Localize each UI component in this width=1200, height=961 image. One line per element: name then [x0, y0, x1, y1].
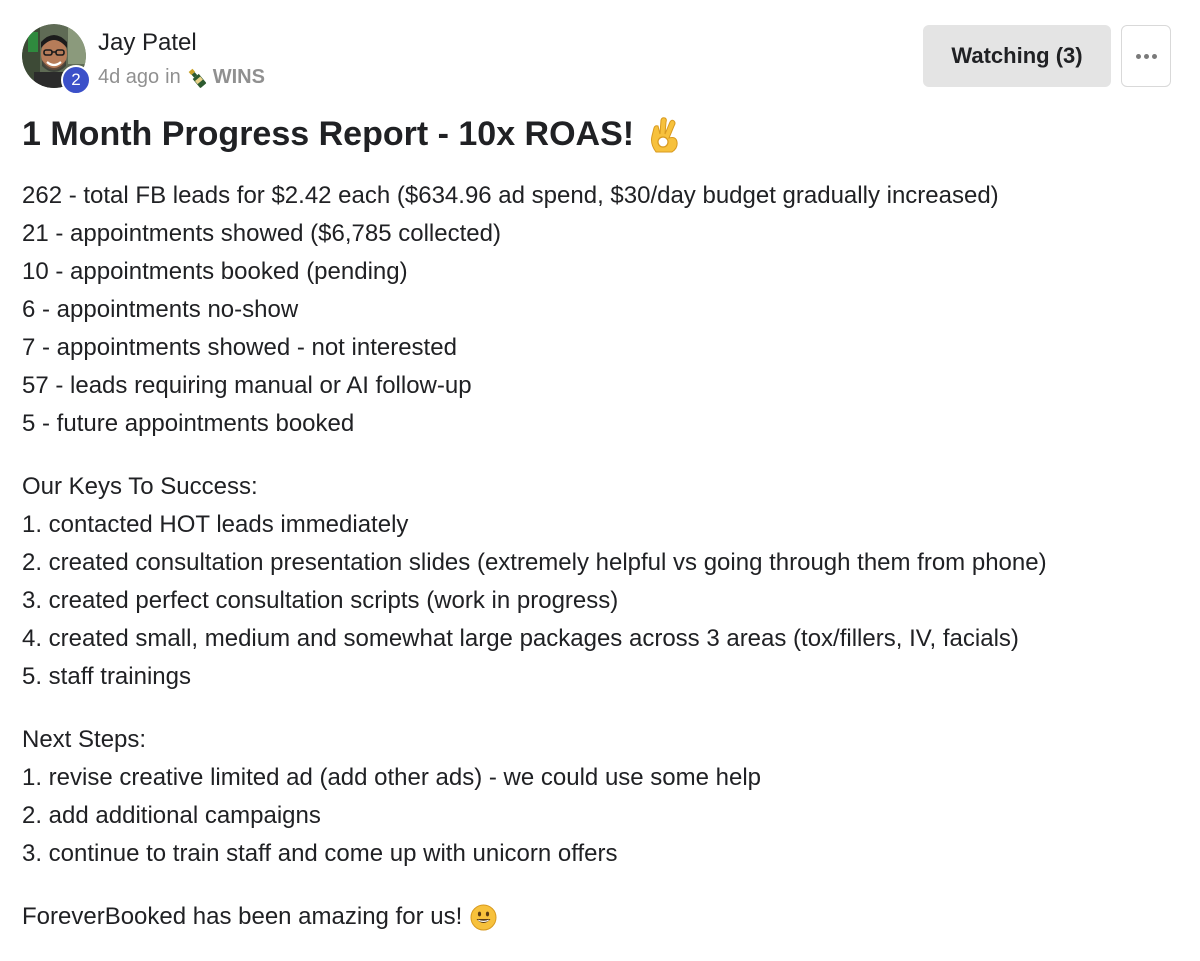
stat-line: 57 - leads requiring manual or AI follow-up: [22, 372, 472, 399]
ok-hand-emoji: [646, 114, 682, 154]
stat-line: 5 - future appointments booked: [22, 410, 355, 437]
next-step-item: 1. revise creative limited ad (add other ads) - we could use some help: [22, 764, 762, 791]
more-options-button[interactable]: [1121, 25, 1171, 87]
paragraph-gap: [22, 443, 1182, 468]
author-avatar[interactable]: [22, 24, 86, 88]
next-steps-heading: Next Steps:: [22, 726, 147, 753]
stat-line: 10 - appointments booked (pending): [22, 258, 408, 285]
meta-in-label: in: [165, 66, 181, 88]
stat-line: 7 - appointments showed - not interested: [22, 334, 457, 361]
post-body: [22, 177, 1182, 936]
level-badge: 2: [61, 65, 91, 95]
next-step-item: 3. continue to train staff and come up with unicorn offers: [22, 840, 618, 867]
key-item: 3. created perfect consultation scripts (work in progress): [22, 587, 619, 614]
post-title: [22, 114, 682, 154]
stat-line: 6 - appointments no-show: [22, 296, 299, 323]
paragraph-gap: [22, 873, 1182, 898]
next-step-item: 2. add additional campaigns: [22, 802, 321, 829]
grinning-face-emoji: [470, 904, 497, 931]
post-time: 4d ago: [98, 66, 160, 88]
key-item: 4. created small, medium and somewhat large packages across 3 areas (tox/fillers, IV, facials): [22, 625, 1019, 652]
stat-line: 21 - appointments showed ($6,785 collected): [22, 220, 501, 247]
more-horizontal-icon: [1136, 54, 1157, 59]
post-meta: [98, 66, 265, 89]
author-name[interactable]: Jay Patel: [98, 29, 197, 56]
champagne-bottle-icon: [187, 67, 207, 89]
key-item: 1. contacted HOT leads immediately: [22, 511, 409, 538]
category-link[interactable]: WINS: [212, 66, 265, 88]
closing-text: ForeverBooked has been amazing for us!: [22, 903, 463, 930]
keys-heading: Our Keys To Success:: [22, 473, 258, 500]
paragraph-gap: [22, 696, 1182, 721]
post-title-text: 1 Month Progress Report - 10x ROAS!: [22, 114, 635, 153]
stat-line: 262 - total FB leads for $2.42 each ($634.96 ad spend, $30/day budget gradually increased): [22, 182, 999, 209]
watching-button[interactable]: Watching (3): [923, 25, 1111, 87]
post-header: [22, 24, 1172, 94]
closing-line: [22, 898, 1182, 936]
key-item: 2. created consultation presentation slides (extremely helpful vs going through them from phone): [22, 549, 1047, 576]
key-item: 5. staff trainings: [22, 663, 191, 690]
